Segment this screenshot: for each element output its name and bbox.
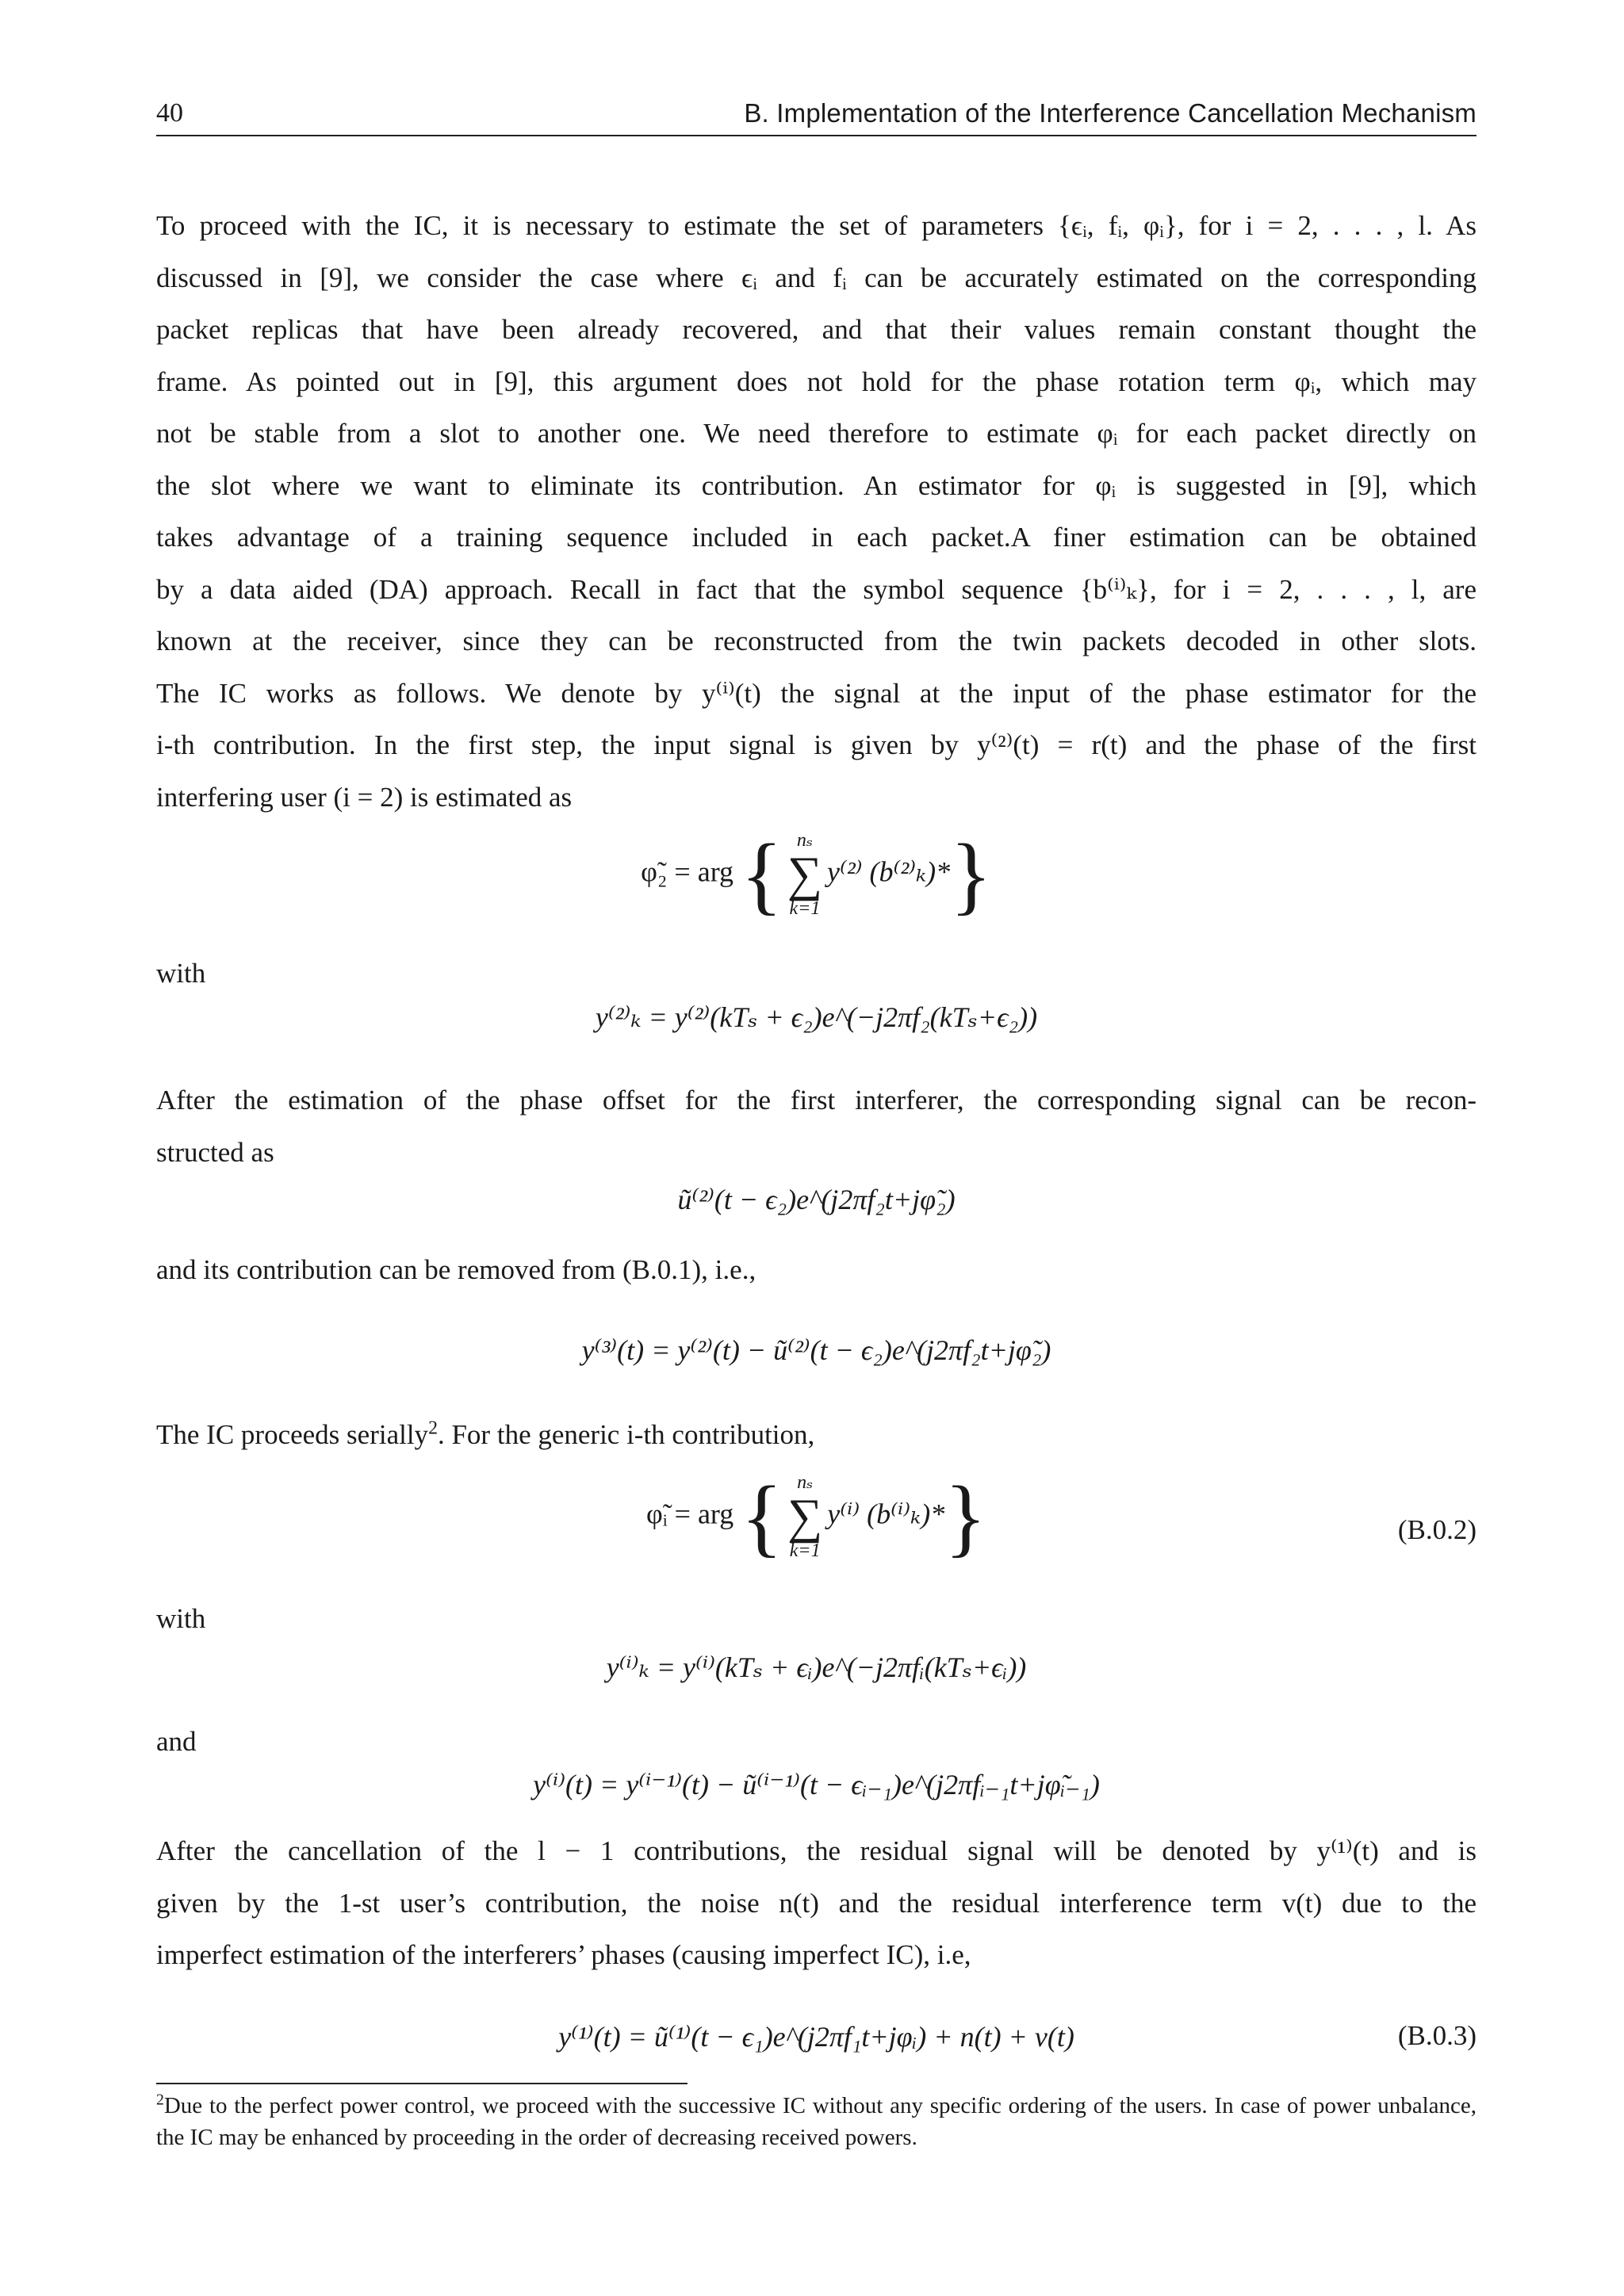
page-header bbox=[156, 87, 1477, 136]
page-number: 40 bbox=[156, 98, 183, 128]
left-brace: { bbox=[741, 1468, 783, 1565]
equation-lhs: φ̃ᵢ = arg bbox=[645, 1498, 734, 1530]
text-line: frame. As pointed out in [9], this argument does not hold for the phase rotation term φᵢ, which may bbox=[156, 365, 1477, 397]
equation-yk2 bbox=[156, 1001, 1477, 1034]
text-line: given by the 1-st user’s contribution, the noise n(t) and the residual interference term v(t) due to the bbox=[156, 1887, 1477, 1919]
label-and: and bbox=[156, 1726, 197, 1757]
equation-body: y⁽³⁾(t) = y⁽²⁾(t) − ũ⁽²⁾(t − ϵ₂)e^(j2πf₂t+jφ̃₂) bbox=[581, 1334, 1051, 1366]
equation-term: y⁽ⁱ⁾ (b⁽ⁱ⁾ₖ)* bbox=[827, 1498, 945, 1530]
text-line: To proceed with the IC, it is necessary to estimate the set of parameters {ϵᵢ, fᵢ, φᵢ}, for i = 2, . . . , l. As bbox=[156, 210, 1477, 241]
footnote-marker: 2 bbox=[428, 1418, 438, 1439]
text-line: i-th contribution. In the first step, the input signal is given by y⁽²⁾(t) = r(t) and the phase of the first bbox=[156, 729, 1477, 760]
right-brace: } bbox=[950, 826, 992, 923]
text-line: packet replicas that have been already recovered, and that their values remain constant thought the bbox=[156, 314, 1477, 345]
footnote-rule bbox=[156, 2083, 688, 2084]
text-line: not be stable from a slot to another one. We need therefore to estimate φᵢ for each packet directly on bbox=[156, 418, 1477, 449]
sigma-symbol: ∑ bbox=[787, 1490, 823, 1544]
text-line: takes advantage of a training sequence included in each packet.A finer estimation can be obtained bbox=[156, 522, 1477, 553]
text-line: discussed in [9], we consider the case where ϵᵢ and fᵢ can be accurately estimated on the corresponding bbox=[156, 262, 1477, 293]
equation-body: y⁽ⁱ⁾ₖ = y⁽ⁱ⁾(kTₛ + ϵᵢ)e^(−j2πfᵢ(kTₛ+ϵᵢ)) bbox=[606, 1651, 1027, 1683]
label-with: with bbox=[156, 958, 206, 989]
equation-number: (B.0.2) bbox=[1397, 1514, 1477, 1545]
text-line: imperfect estimation of the interferers’ phases (causing imperfect IC), i.e, bbox=[156, 1939, 971, 1970]
label-with: with bbox=[156, 1603, 206, 1634]
text-line: the slot where we want to eliminate its contribution. An estimator for φᵢ is suggested in [9], which bbox=[156, 469, 1477, 501]
paragraph-reconstruct-text bbox=[156, 1074, 1477, 1178]
equation-u2 bbox=[156, 1183, 1477, 1216]
equation-body: ũ⁽²⁾(t − ϵ₂)e^(j2πf₂t+jφ̃₂) bbox=[677, 1184, 956, 1215]
paragraph-intro bbox=[156, 200, 1477, 823]
text: . For the generic i-th contribution, bbox=[437, 1419, 815, 1450]
text-line: The IC works as follows. We denote by y⁽ⁱ⁾(t) the signal at the input of the phase estimator for the bbox=[156, 677, 1477, 709]
sum-upper-limit: nₛ bbox=[797, 1472, 814, 1493]
text-line: by a data aided (DA) approach. Recall in fact that the symbol sequence {b⁽ⁱ⁾ₖ}, for i = 2, . . . , l, are bbox=[156, 573, 1477, 605]
running-title: B. Implementation of the Interference Cancellation Mechanism bbox=[744, 98, 1477, 128]
summation bbox=[787, 831, 822, 918]
paragraph-residual-text bbox=[156, 1825, 1477, 1981]
text-line: structed as bbox=[156, 1136, 274, 1168]
equation-lhs: φ̃₂ = arg bbox=[641, 855, 734, 888]
footnote-text: Due to the perfect power control, we proceed with the successive IC without any specific ordering of the users. In case of power unbalance, the IC may be enhanced by proceeding in the order of decreasing received powers. bbox=[156, 2093, 1477, 2150]
equation-phii bbox=[156, 1468, 1477, 1565]
equation-y3 bbox=[156, 1334, 1477, 1367]
right-brace: } bbox=[944, 1468, 987, 1565]
footnote-number: 2 bbox=[156, 2091, 164, 2109]
equation-yi bbox=[156, 1768, 1477, 1801]
equation-number: (B.0.3) bbox=[1397, 2020, 1477, 2051]
sum-lower-limit: k=1 bbox=[789, 898, 821, 919]
equation-body: y⁽¹⁾(t) = ũ⁽¹⁾(t − ϵ₁)e^(j2πf₁t+jφᵢ) + n(t) + v(t) bbox=[558, 2021, 1074, 2053]
paragraph-residual bbox=[156, 1825, 1477, 1981]
equation-phi2 bbox=[156, 826, 1477, 923]
sum-lower-limit: k=1 bbox=[789, 1540, 821, 1561]
text-line: known at the receiver, since they can be reconstructed from the twin packets decoded in other slots. bbox=[156, 626, 1477, 656]
paragraph-removed: and its contribution can be removed from (B.0.1), i.e., bbox=[156, 1254, 756, 1285]
text-line: After the estimation of the phase offset for the first interferer, the corresponding signal can be recon- bbox=[156, 1085, 1477, 1115]
equation-body: y⁽²⁾ₖ = y⁽²⁾(kTₛ + ϵ₂)e^(−j2πf₂(kTₛ+ϵ₂)) bbox=[595, 1001, 1038, 1033]
equation-term: y⁽²⁾ (b⁽²⁾ₖ)* bbox=[827, 855, 951, 888]
text-line: interfering user (i = 2) is estimated as bbox=[156, 781, 573, 813]
left-brace: { bbox=[741, 826, 783, 923]
sigma-symbol: ∑ bbox=[787, 848, 823, 901]
summation bbox=[787, 1473, 822, 1560]
paragraph-intro-text bbox=[156, 200, 1477, 823]
text: The IC proceeds serially bbox=[156, 1419, 429, 1450]
paragraph-reconstruct bbox=[156, 1074, 1477, 1178]
equation-body: y⁽ⁱ⁾(t) = y⁽ⁱ⁻¹⁾(t) − ũ⁽ⁱ⁻¹⁾(t − ϵᵢ₋₁)e^(j2πfᵢ₋₁t+jφ̃ᵢ₋₁) bbox=[533, 1769, 1100, 1800]
text-line: After the cancellation of the l − 1 contributions, the residual signal will be denoted by y⁽¹⁾(t) and is bbox=[156, 1835, 1477, 1866]
sum-upper-limit: nₛ bbox=[796, 830, 813, 851]
footnote bbox=[156, 2090, 1477, 2153]
page bbox=[156, 87, 1477, 136]
equation-yki bbox=[156, 1651, 1477, 1684]
paragraph-serially bbox=[156, 1419, 814, 1451]
equation-y1 bbox=[156, 2020, 1477, 2053]
